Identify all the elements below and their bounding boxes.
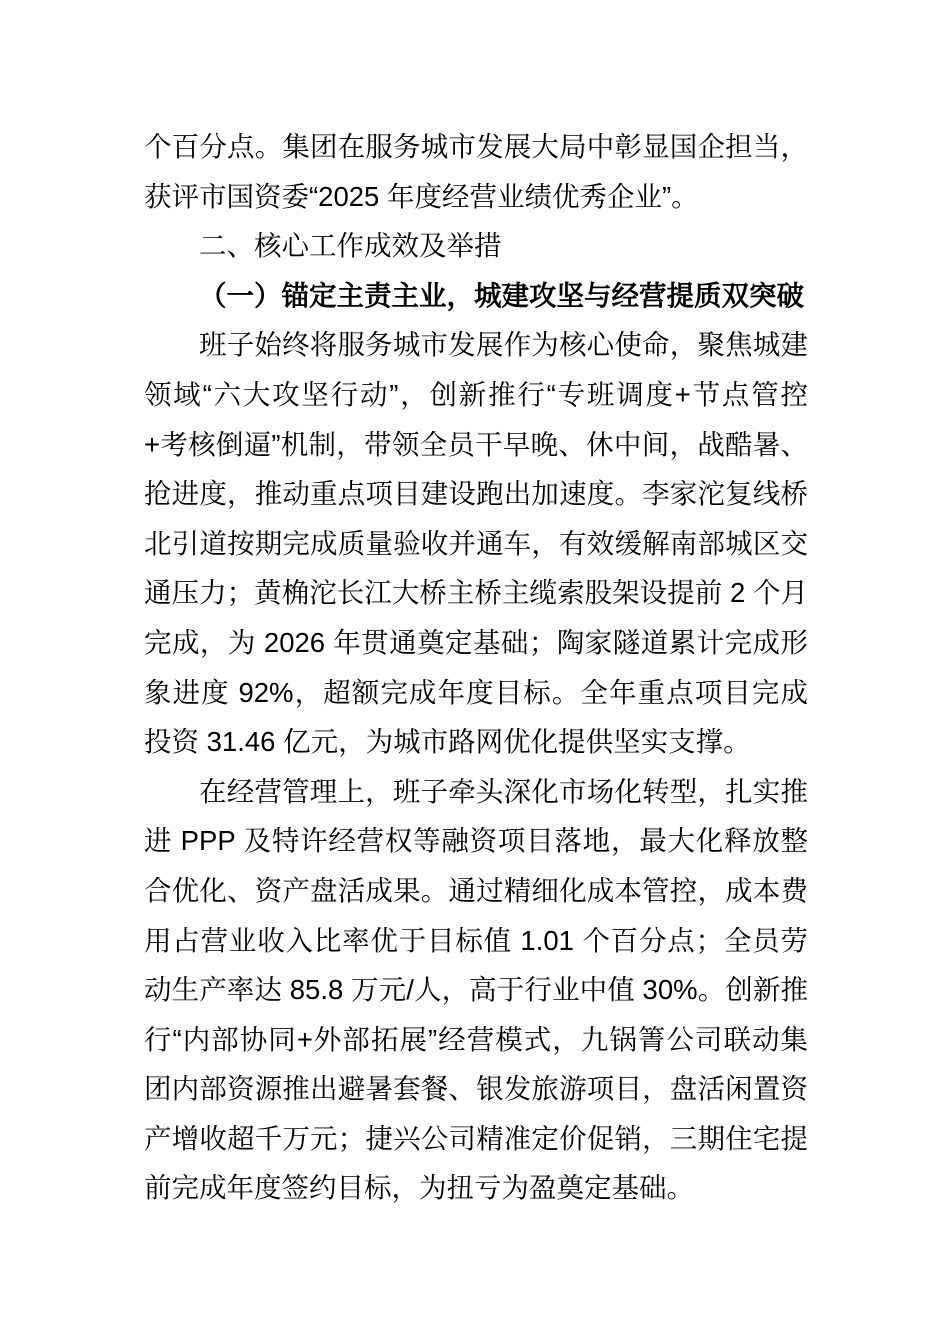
- body-paragraph-construction: 班子始终将服务城市发展作为核心使命，聚焦城建领域“六大攻坚行动”，创新推行“专班调度+节点管控+考核倒逼”机制，带领全员干早晚、休中间，战酷暑、抢进度，推动重点项目建设跑出加速度。李家沱复线桥北引道按期完成质量验收并通车，有效缓解南部城区交通压力；黄桷沱长江大桥主桥主缆索股架设提前 2 个月完成，为 2026 年贯通奠定基础；陶家隧道累计完成形象进度 92%，超额完成年度目标。全年重点项目完成投资 31.46 亿元，为城市路网优化提供坚实支撑。: [144, 329, 808, 758]
- paragraph-continuation: 个百分点。集团在服务城市发展大局中彰显国企担当，获评市国资委“2025 年度经营业绩优秀企业”。: [144, 131, 808, 212]
- section-heading: 二、核心工作成效及举措: [199, 230, 502, 262]
- body-paragraph-operations: 在经营管理上，班子牵头深化市场化转型，扎实推进 PPP 及特许经营权等融资项目落地，最大化释放整合优化、资产盘活成果。通过精细化成本管控，成本费用占营业收入比率优于目标值 1.01 个百分点；全员劳动生产率达 85.8 万元/人，高于行业中值 30%。创新推行“内部协同+外部拓展”经营模式，九锅箐公司联动集团内部资源推出避暑套餐、银发旅游项目，盘活闲置资产增收超千万元；捷兴公司精准定价促销，三期住宅提前完成年度签约目标，为扭亏为盈奠定基础。: [144, 775, 808, 1204]
- subsection-heading: （一）锚定主责主业，城建攻坚与经营提质双突破: [199, 279, 804, 311]
